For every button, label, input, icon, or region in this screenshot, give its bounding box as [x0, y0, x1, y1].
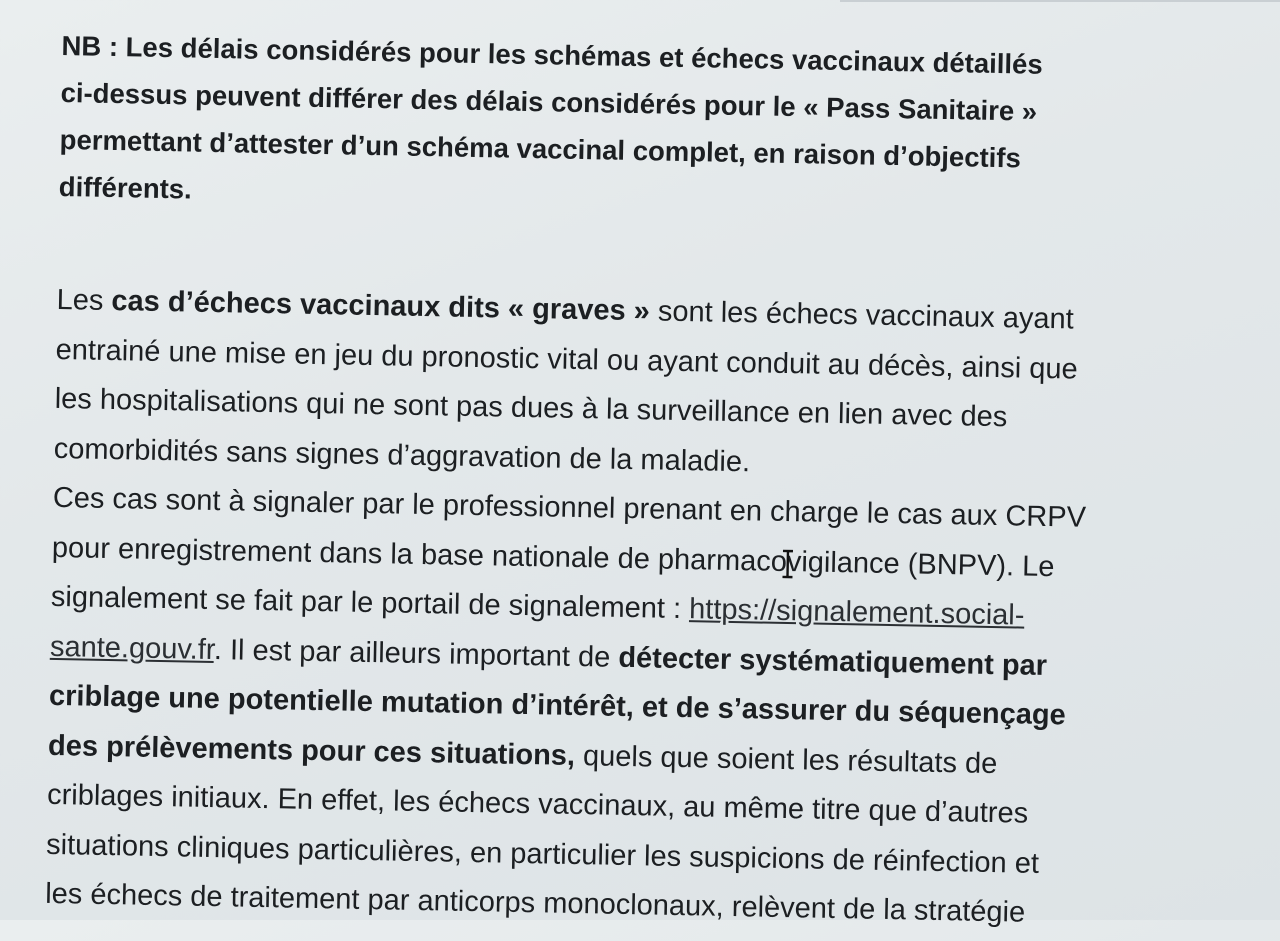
para-line-4: comorbidités sans signes d’aggravation de la maladie.: [53, 432, 751, 478]
text-span: Les: [56, 283, 112, 317]
signalement-link-part-1[interactable]: https://signalement.social-: [688, 593, 1025, 632]
document-page: [45, 22, 1212, 941]
nb-line-3: permettant d’attester d’un schéma vaccinal complet, en raison d’objectifs: [59, 123, 1022, 174]
nb-line-4: différents.: [58, 170, 193, 205]
nb-note: [58, 22, 1191, 232]
severe-failures-paragraph: [45, 276, 1207, 941]
bold-term: détecter systématiquement par: [618, 641, 1048, 682]
text-span: vigilance (BNPV). Le: [786, 545, 1055, 583]
text-span: . Il est par ailleurs important de: [213, 633, 619, 674]
para-line-12: situations cliniques particulières, en particulier les suspicions de réinfection et: [45, 828, 1040, 880]
screen-edge: [840, 0, 1280, 2]
bold-term: des prélèvements pour ces situations,: [47, 729, 576, 772]
nb-line-1: NB : Les délais considérés pour les schémas et échecs vaccinaux détaillés: [61, 29, 1043, 80]
text-span: sont les échecs vaccinaux ayant: [649, 295, 1075, 336]
para-line-13: les échecs de traitement par anticorps monoclonaux, relèvent de la stratégie: [44, 877, 1026, 929]
para-line-2: entrainé une mise en jeu du pronostic vital ou ayant conduit au décès, ainsi que: [55, 333, 1078, 386]
para-line-5: Ces cas sont à signaler par le professionnel prenant en charge le cas aux CRPV: [52, 481, 1087, 534]
text-span: pour enregistrement dans la base nationale de pharmaco: [51, 531, 788, 578]
text-span: signalement se fait par le portail de signalement :: [50, 580, 690, 626]
para-line-11: criblages initiaux. En effet, les échecs vaccinaux, au même titre que d’autres: [46, 778, 1029, 830]
nb-line-2: ci-dessus peuvent différer des délais considérés pour le « Pass Sanitaire »: [60, 76, 1038, 127]
para-line-9: criblage une potentielle mutation d’intérêt, et de s’assurer du séquençage: [48, 679, 1067, 732]
signalement-link-part-2[interactable]: sante.gouv.fr: [49, 630, 215, 666]
para-line-3: les hospitalisations qui ne sont pas dues à la surveillance en lien avec des: [54, 382, 1008, 434]
bold-term: cas d’échecs vaccinaux dits « graves »: [111, 285, 651, 328]
text-span: quels que soient les résultats de: [574, 739, 998, 780]
